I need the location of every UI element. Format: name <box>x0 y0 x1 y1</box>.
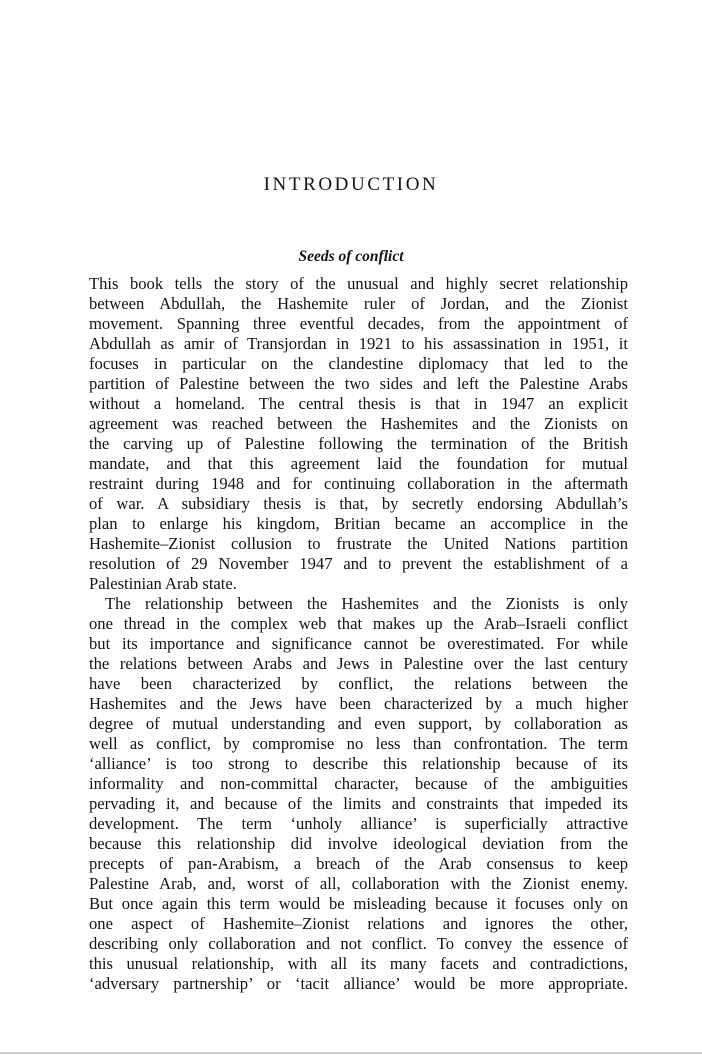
paragraph-line: without a homeland. The central thesis is that in 1947 an explicit <box>89 394 628 413</box>
paragraph-line: mandate, and that this agreement laid the foundation for mutual <box>89 454 628 473</box>
paragraph-line: pervading it, and because of the limits and constraints that impeded its <box>89 794 628 813</box>
paragraph-line: ‘adversary partnership’ or ‘tacit alliance’ would be more appropriate. <box>89 974 628 993</box>
paragraph-line: one aspect of Hashemite–Zionist relations and ignores the other, <box>89 914 628 933</box>
body-text <box>89 274 628 994</box>
paragraph-line: have been characterized by conflict, the relations between the <box>89 674 628 693</box>
paragraph-line: The relationship between the Hashemites and the Zionists is only <box>105 594 628 613</box>
page-bottom-divider <box>0 1052 702 1054</box>
paragraph-line: Hashemite–Zionist collusion to frustrate the United Nations partition <box>89 534 628 553</box>
paragraph-line: movement. Spanning three eventful decades, from the appointment of <box>89 314 628 333</box>
paragraph-line: one thread in the complex web that makes up the Arab–Israeli conflict <box>89 614 628 633</box>
paragraph-line: development. The term ‘unholy alliance’ is superficially attractive <box>89 814 628 833</box>
paragraph-line: this unusual relationship, with all its many facets and contradictions, <box>89 954 628 973</box>
paragraph-1 <box>89 274 628 594</box>
paragraph-line: degree of mutual understanding and even support, by collaboration as <box>89 714 628 733</box>
paragraph-line: informality and non-committal character, because of the ambiguities <box>89 774 628 793</box>
paragraph-line: Abdullah as amir of Transjordan in 1921 to his assassination in 1951, it <box>89 334 628 353</box>
paragraph-line: between Abdullah, the Hashemite ruler of Jordan, and the Zionist <box>89 294 628 313</box>
paragraph-line: Palestine Arab, and, worst of all, collaboration with the Zionist enemy. <box>89 874 628 893</box>
paragraph-line: ‘alliance’ is too strong to describe this relationship because of its <box>89 754 628 773</box>
section-heading: Seeds of conflict <box>298 248 404 265</box>
paragraph-line: plan to enlarge his kingdom, Britian became an accomplice in the <box>89 514 628 533</box>
paragraph-line: well as conflict, by compromise no less than confrontation. The term <box>89 734 628 753</box>
paragraph-line: describing only collaboration and not conflict. To convey the essence of <box>89 934 628 953</box>
paragraph-line: Hashemites and the Jews have been characterized by a much higher <box>89 694 628 713</box>
paragraph-line: the relations between Arabs and Jews in Palestine over the last century <box>89 654 628 673</box>
paragraph-2 <box>89 594 628 994</box>
paragraph-line: resolution of 29 November 1947 and to prevent the establishment of a <box>89 554 628 573</box>
paragraph-line: the carving up of Palestine following the termination of the British <box>89 434 628 453</box>
chapter-title: INTRODUCTION <box>263 174 439 195</box>
paragraph-line: Palestinian Arab state. <box>89 574 237 593</box>
paragraph-line: because this relationship did involve ideological deviation from the <box>89 834 628 853</box>
paragraph-line: focuses in particular on the clandestine diplomacy that led to the <box>89 354 628 373</box>
paragraph-line: precepts of pan-Arabism, a breach of the Arab consensus to keep <box>89 854 628 873</box>
paragraph-line: But once again this term would be misleading because it focuses only on <box>89 894 628 913</box>
paragraph-line: agreement was reached between the Hashemites and the Zionists on <box>89 414 628 433</box>
paragraph-line: restraint during 1948 and for continuing collaboration in the aftermath <box>89 474 628 493</box>
paragraph-line: but its importance and significance cannot be overestimated. For while <box>89 634 628 653</box>
paragraph-line: This book tells the story of the unusual and highly secret relationship <box>89 274 628 293</box>
paragraph-line: of war. A subsidiary thesis is that, by secretly endorsing Abdullah’s <box>89 494 628 513</box>
paragraph-line: partition of Palestine between the two sides and left the Palestine Arabs <box>89 374 628 393</box>
